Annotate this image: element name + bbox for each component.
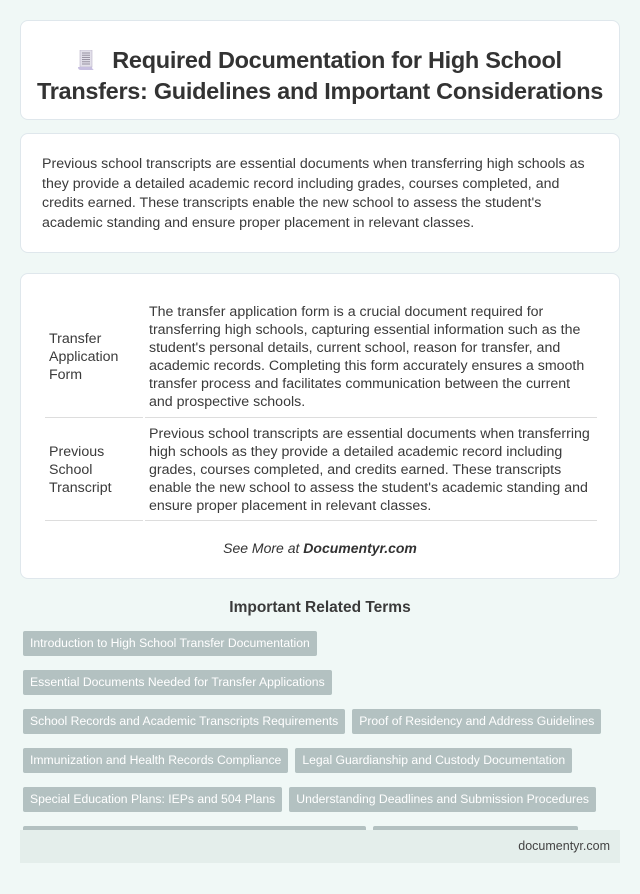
see-more-link[interactable]: Documentyr.com (303, 540, 417, 556)
related-terms-list (23, 631, 603, 851)
table-row (45, 301, 597, 418)
related-term-tag[interactable]: Proof of Residency and Address Guidelines (352, 709, 601, 734)
footer-site-link[interactable]: documentyr.com (518, 839, 610, 853)
footer (20, 830, 620, 863)
row-description: Previous school transcripts are essential documents when transferring high schools as they provide a detailed academic record including grades, courses completed, and credits earned. These transcripts enable the new school to assess the student's academic standing and ensure proper placement in relevant classes. (145, 418, 597, 521)
row-label: Previous School Transcript (45, 418, 143, 521)
related-term-tag[interactable]: Special Education Plans: IEPs and 504 Plans (23, 787, 282, 812)
page-title-text: Required Documentation for High School Transfers: Guidelines and Important Considerations (36, 47, 604, 104)
header-card (20, 20, 620, 120)
related-term-tag[interactable]: Essential Documents Needed for Transfer Applications (23, 670, 332, 695)
related-term-tag[interactable]: Immunization and Health Records Compliance (23, 748, 288, 773)
related-term-tag[interactable]: Understanding Deadlines and Submission Procedures (289, 787, 596, 812)
document-scroll-icon (78, 47, 94, 67)
related-term-tag[interactable]: Introduction to High School Transfer Documentation (23, 631, 317, 656)
documents-table-card (20, 273, 620, 579)
row-label: Transfer Application Form (45, 301, 143, 418)
see-more-prefix: See More at (223, 540, 304, 556)
related-term-tag[interactable]: Legal Guardianship and Custody Documentation (295, 748, 572, 773)
page-title (21, 45, 619, 107)
intro-paragraph: Previous school transcripts are essential documents when transferring high schools as they provide a detailed academic record including grades, courses completed, and credits earned. These transcripts enable the new school to assess the student's academic standing and ensure proper placement in relevant classes. (42, 156, 585, 231)
see-more-line (21, 540, 619, 556)
row-description: The transfer application form is a crucial document required for transferring high schools, capturing essential information such as the student's personal details, current school, reason for transfer, and academic records. Completing this form accurately ensures a smooth transfer process and facilitates communication between the current and prospective schools. (145, 301, 597, 418)
table-row (45, 418, 597, 521)
related-terms-title: Important Related Terms (229, 599, 411, 616)
related-term-tag[interactable]: School Records and Academic Transcripts Requirements (23, 709, 345, 734)
documents-table (43, 301, 599, 521)
intro-card (20, 133, 620, 253)
